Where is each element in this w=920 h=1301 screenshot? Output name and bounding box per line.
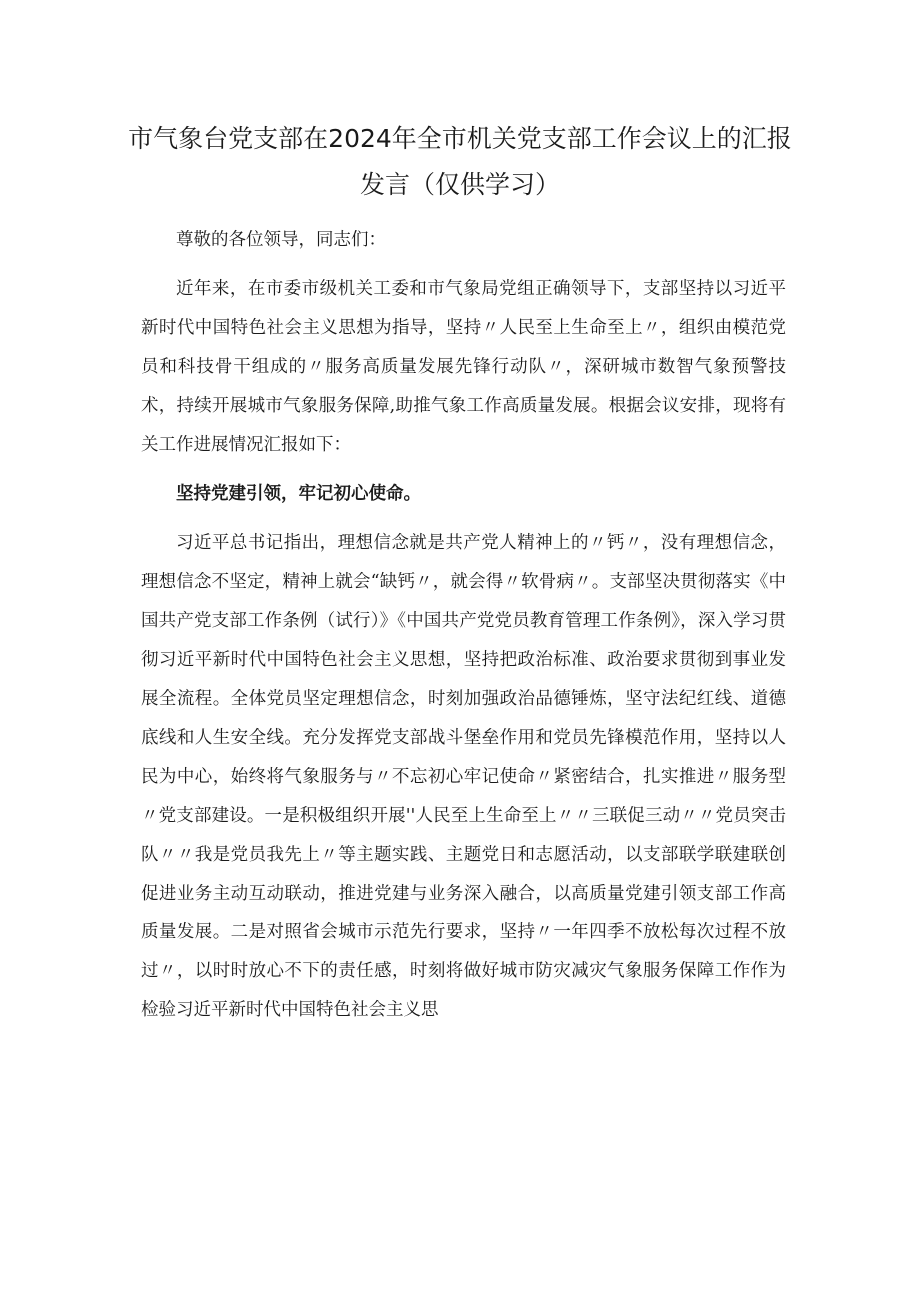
section-heading: 坚持党建引领，牢记初心使命。 — [176, 484, 421, 505]
section-paragraph: 习近平总书记指出，理想信念就是共产党人精神上的〃钙〃，没有理想信念，理想信念不坚定，精神上就会“缺钙〃，就会得〃软骨病〃。支部坚决贯彻落实《中国共产党支部工作条例（试行）》《中国共产党党员教育管理工作条例》，深入学习贯彻习近平新时代中国特色社会主义思想，坚持把政治标准、政治要求贯彻到事业发展全流程。全体党员坚定理想信念，时刻加强政治品德锤炼，坚守法纪红线、道德底线和人生安全线。充分发挥党支部战斗堡垒作用和党员先锋模范作用，坚持以人民为中心，始终将气象服务与〃不忘初心牢记使命〃紧密结合，扎实推进〃服务型〃党支部建设。一是积极组织开展''人民至上生命至上〃〃三联促三动〃〃党员突击队〃〃我是党员我先上〃等主题实践、主题党日和志愿活动，以支部联学联建联创促进业务主动互动联动，推进党建与业务深入融合，以高质量党建引领支部工作高质量发展。二是对照省会城市示范先行要求，坚持〃一年四季不放松每次过程不放过〃，以时时放心不下的责任感，时刻将做好城市防灾减灾气象服务保障工作作为检验习近平新时代中国特色社会主义思 — [141, 533, 786, 1021]
intro-paragraph: 近年来，在市委市级机关工委和市气象局党组正确领导下，支部坚持以习近平新时代中国特色社会主义思想为指导，坚持〃人民至上生命至上〃，组织由模范党员和科技骨干组成的〃服务高质量发展先锋行动队〃，深研城市数智气象预警技术，持续开展城市气象服务保障,助推气象工作高质量发展。根据会议安排，现将有关工作进展情况汇报如下： — [141, 278, 786, 455]
document-title: 市气象台党支部在2024年全市机关党支部工作会议上的汇报发言（仅供学习） — [128, 124, 792, 199]
salutation: 尊敬的各位领导，同志们： — [176, 230, 386, 250]
document-body — [141, 221, 786, 1041]
